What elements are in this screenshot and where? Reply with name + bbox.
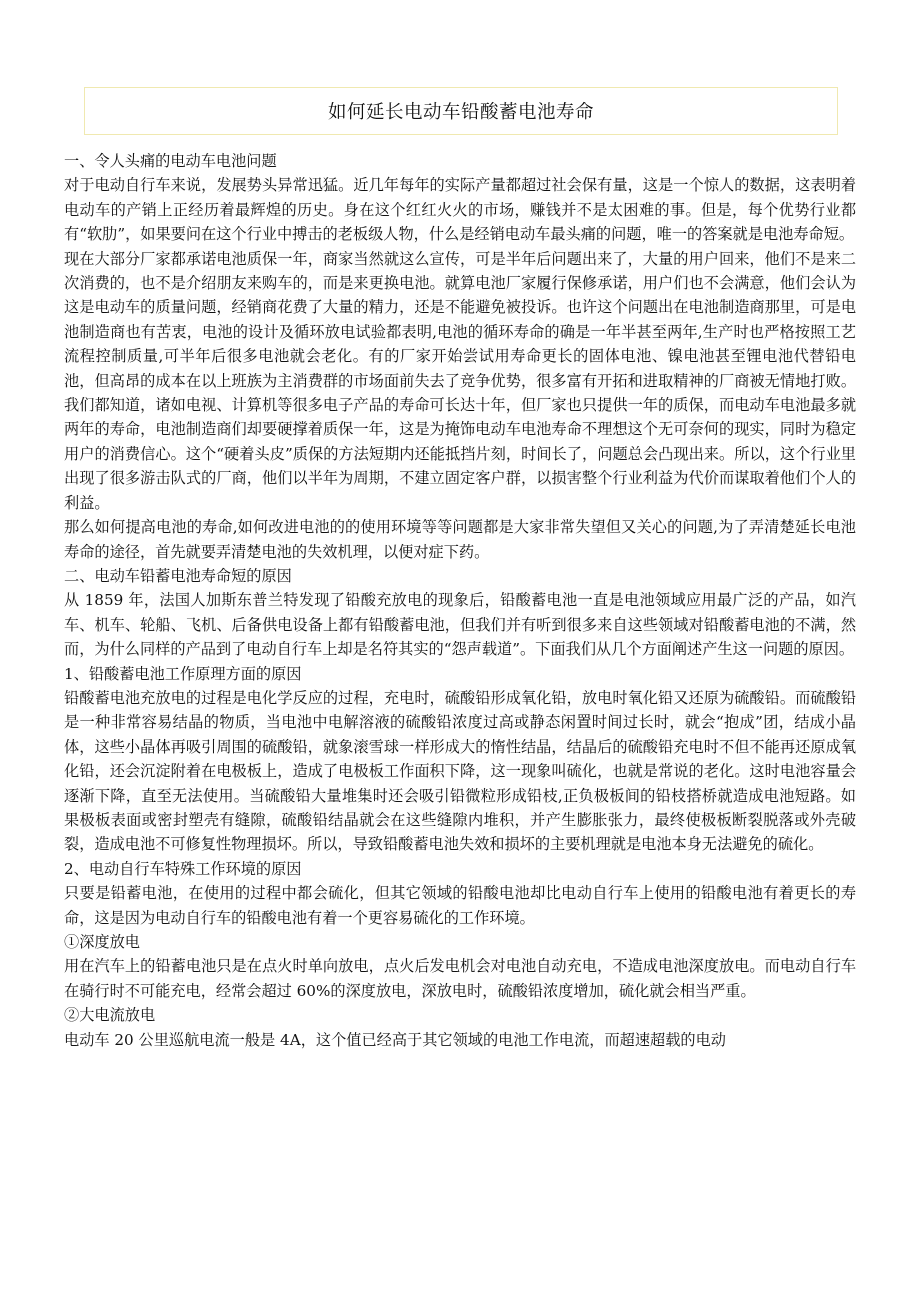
document-body <box>64 149 856 1052</box>
paragraph-intro: 对于电动自行车来说，发展势头异常迅猛。近几年每年的实际产量都超过社会保有量，这是一个惊人的数据，这表明着电动车的产销上正经历着最辉煌的历史。身在这个红红火火的市场，赚钱并不是太困难的事。但是，每个优势行业都有“软肋”，如果要问在这个行业中搏击的老板级人物，什么是经销电动车最头痛的问题，唯一的答案就是电池寿命短。 <box>64 176 856 244</box>
section-heading-1: 一、令人头痛的电动车电池问题 <box>64 152 277 170</box>
title-box <box>84 87 838 135</box>
subsection-heading-2: 2、电动自行车特殊工作环境的原因 <box>64 859 302 878</box>
paragraph-principle: 铅酸蓄电池充放电的过程是电化学反应的过程，充电时，硫酸铅形成氧化铅，放电时氧化铅又还原为硫酸铅。而硫酸铅是一种非常容易结晶的物质，当电池中电解溶液的硫酸铅浓度过高或静态闲置时间过长时，就会“抱成”团，结成小晶体，这些小晶体再吸引周围的硫酸铅，就象滚雪球一样形成大的惰性结晶，结晶后的硫酸铅充电时不但不能再还原成氧化铅，还会沉淀附着在电极板上，造成了电极板工作面积下降，这一现象叫硫化，也就是常说的老化。这时电池容量会逐渐下降，直至无法使用。当硫酸铅大量堆集时还会吸引铅微粒形成铅枝,正负极板间的铅枝搭桥就造成电池短路。如果极板表面或密封塑壳有缝隙，硫酸铅结晶就会在这些缝隙内堆积，并产生膨胀张力，最终使极板断裂脱落或外壳破裂，造成电池不可修复性物理损坏。所以，导致铅酸蓄电池失效和损坏的主要机理就是电池本身无法避免的硫化。 <box>64 688 856 854</box>
item-heading-high-current: ②大电流放电 <box>64 1006 156 1025</box>
paragraph-high-current: 电动车 20 公里巡航电流一般是 4A，这个值已经高于其它领域的电池工作电流，而超速超载的电动 <box>64 1030 726 1049</box>
subsection-heading-1: 1、铅酸蓄电池工作原理方面的原因 <box>64 664 302 683</box>
paragraph-warranty: 现在大部分厂家都承诺电池质保一年，商家当然就这么宣传，可是半年后问题出来了，大量的用户回来，他们不是来二次消费的，也不是介绍朋友来购车的，而是来更换电池。就算电池厂家履行保修承诺，用户们也不会满意，他们会认为这是电动车的质量问题，经销商花费了大量的精力，还是不能避免被投诉。也许这个问题出在电池制造商那里，可是电池制造商也有苦衷，电池的设计及循环放电试验都表明,电池的循环寿命的确是一年半甚至两年,生产时也严格按照工艺流程控制质量,可半年后很多电池就会老化。有的厂家开始尝试用寿命更长的固体电池、镍电池甚至锂电池代替铅电池，但高昂的成本在以上班族为主消费群的市场面前失去了竞争优势，很多富有开拓和进取精神的厂商被无情地打败。我们都知道，诸如电视、计算机等很多电子产品的寿命可长达十年，但厂家也只提供一年的质保，而电动车电池最多就两年的寿命，电池制造商们却要硬撑着质保一年，这是为掩饰电动车电池寿命不理想这个无可奈何的现实，同时为稳定用户的消费信心。这个“硬着头皮”质保的方法短期内还能抵挡片刻，时间长了，问题总会凸现出来。所以，这个行业里出现了很多游击队式的厂商，他们以半年为周期，不建立固定客户群，以损害整个行业利益为代价而谋取着他们个人的利益。 <box>64 249 856 512</box>
paragraph-environment: 只要是铅蓄电池，在使用的过程中都会硫化，但其它领域的铅酸电池却比电动自行车上使用的铅酸电池有着更长的寿命，这是因为电动自行车的铅酸电池有着一个更容易硫化的工作环境。 <box>64 884 856 927</box>
paragraph-history: 从 1859 年，法国人加斯东普兰特发现了铅酸充放电的现象后，铅酸蓄电池一直是电池领域应用最广泛的产品，如汽车、机车、轮船、飞机、后备供电设备上都有铅酸蓄电池，但我们并有听到很多来自这些领域对铅酸蓄电池的不满，然而，为什么同样的产品到了电动自行车上却是名符其实的“怨声载道”。下面我们从几个方面阐述产生这一问题的原因。 <box>64 591 856 659</box>
paragraph-question: 那么如何提高电池的寿命,如何改进电池的的使用环境等等问题都是大家非常失望但又关心的问题,为了弄清楚延长电池寿命的途径，首先就要弄清楚电池的失效机理，以便对症下药。 <box>64 518 856 561</box>
item-heading-deep-discharge: ①深度放电 <box>64 933 140 951</box>
section-heading-2: 二、电动车铅蓄电池寿命短的原因 <box>64 566 292 585</box>
paragraph-deep-discharge: 用在汽车上的铅蓄电池只是在点火时单向放电，点火后发电机会对电池自动充电，不造成电池深度放电。而电动自行车在骑行时不可能充电，经常会超过 60%的深度放电，深放电时，硫酸铅浓度增加，硫化就会相当严重。 <box>64 957 856 1000</box>
document-title: 如何延长电动车铅酸蓄电池寿命 <box>327 102 594 123</box>
